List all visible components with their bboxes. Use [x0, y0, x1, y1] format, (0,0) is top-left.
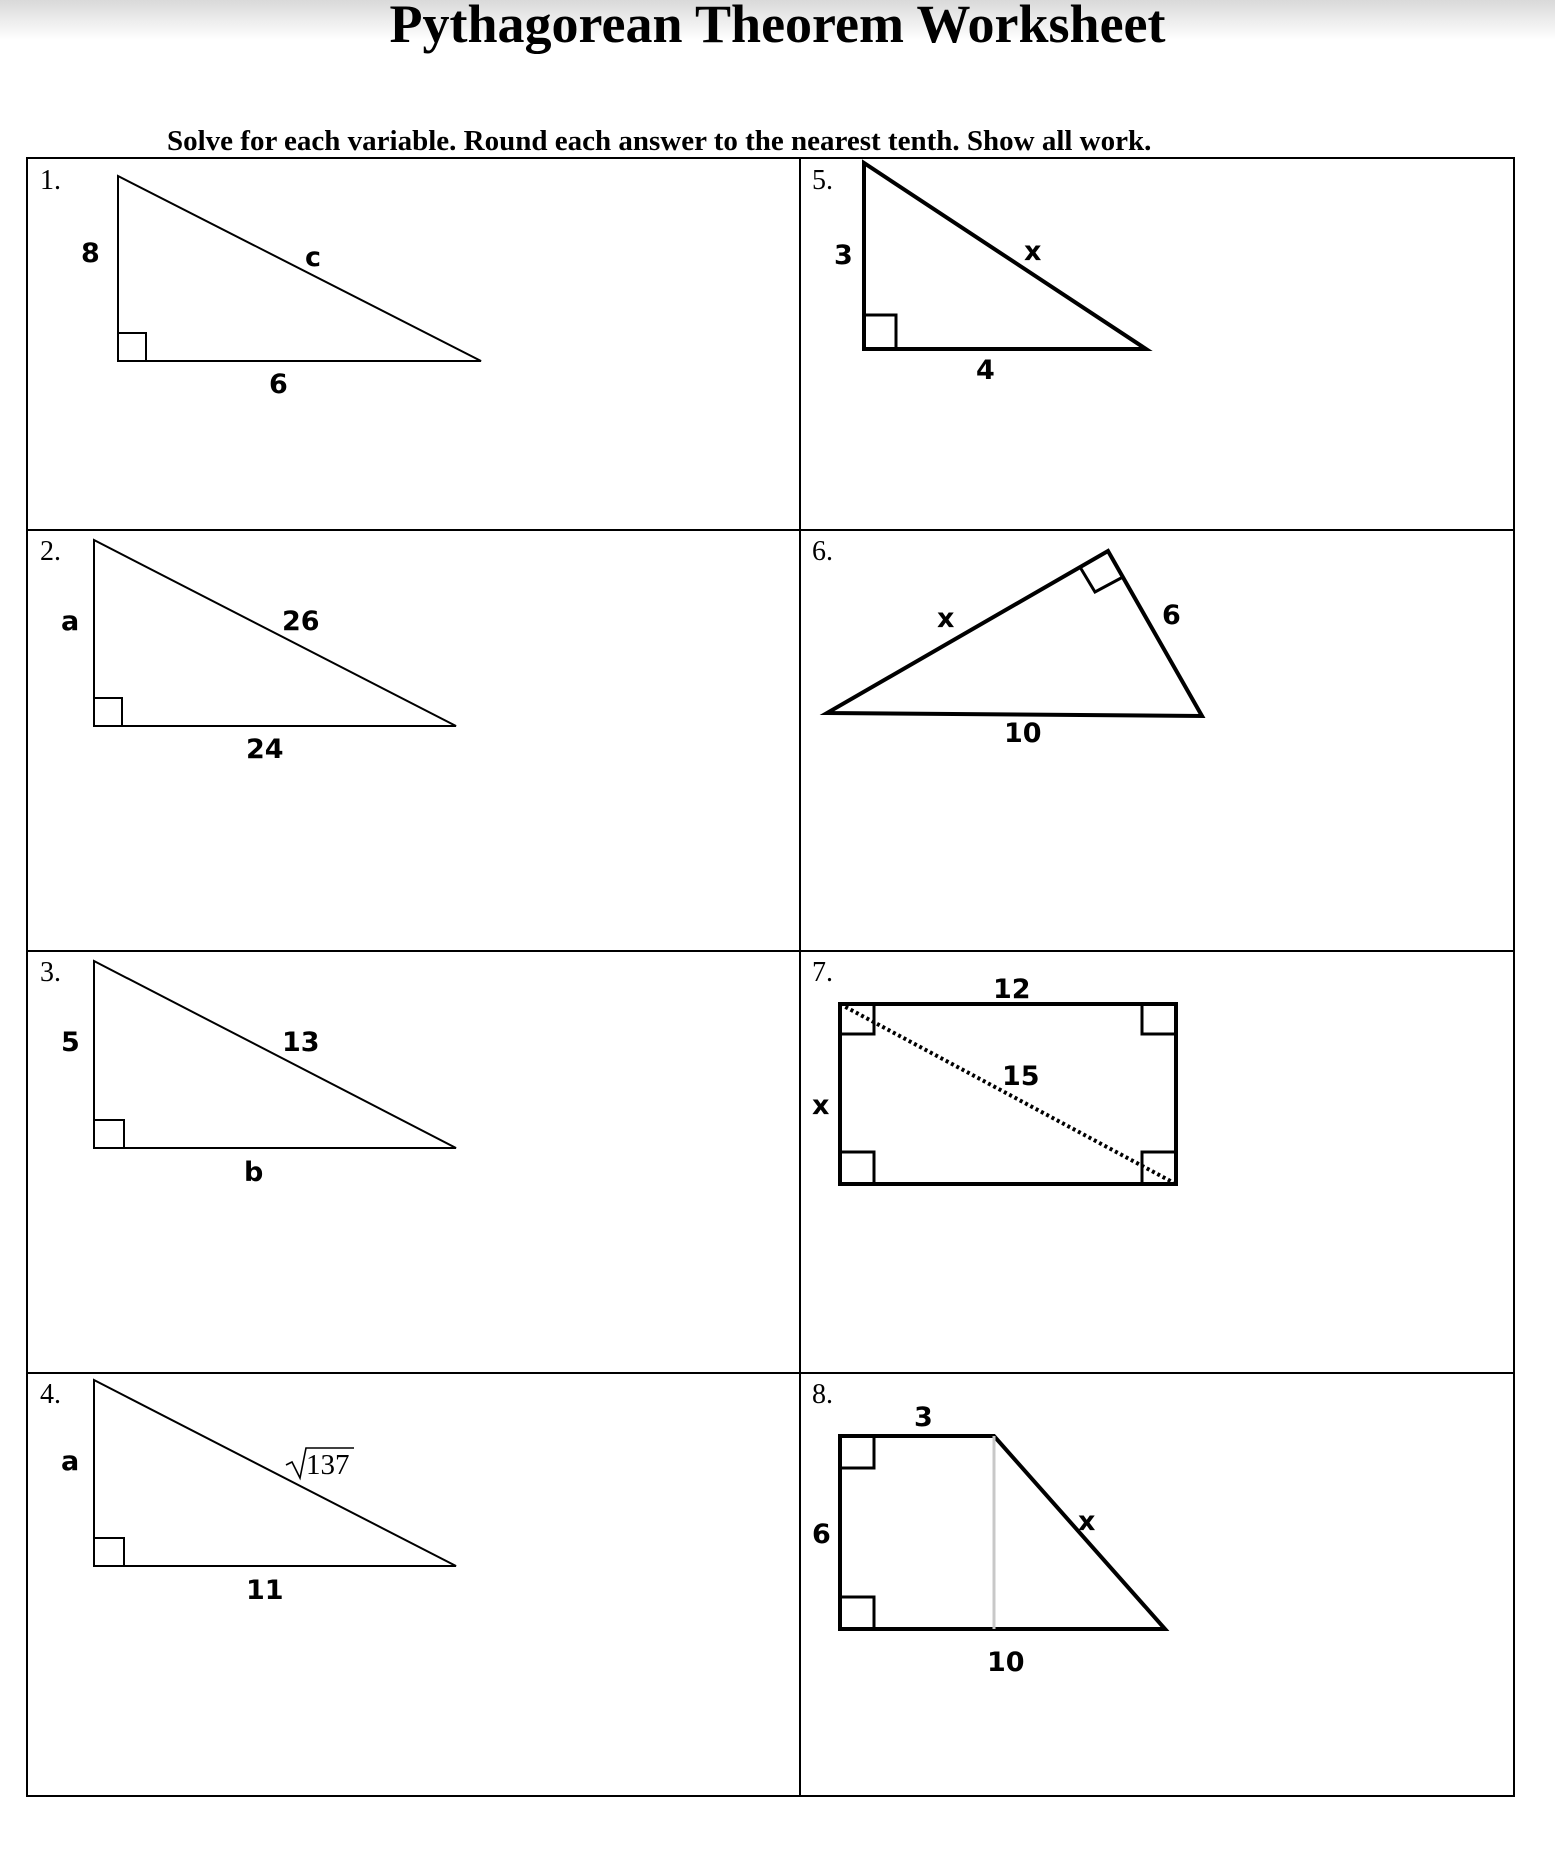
trapezoid-8	[840, 1436, 1165, 1629]
right-angle-marker-2	[94, 698, 122, 726]
dotted-diagonal-7	[840, 1004, 1176, 1184]
hypotenuse-radicand-4: 137	[306, 1449, 350, 1481]
problem-2	[40, 536, 456, 765]
problem-number-6: 6.	[812, 536, 833, 567]
hypotenuse-sqrt-label-4	[286, 1448, 354, 1481]
leg-horizontal-label-2: 24	[246, 734, 284, 765]
triangle-4	[94, 1380, 456, 1566]
leg-horizontal-label-1: 6	[269, 369, 288, 400]
table-borders	[27, 158, 1514, 1796]
problem-5	[812, 163, 1146, 386]
problem-number-8: 8.	[812, 1379, 833, 1410]
worksheet-title: Pythagorean Theorem Worksheet	[389, 0, 1166, 54]
table-outline	[27, 158, 1514, 1796]
right-angle-marker-7c	[840, 1152, 874, 1184]
right-angle-marker-1	[118, 333, 146, 361]
left-label-8: 6	[812, 1519, 831, 1550]
triangle-1	[118, 176, 481, 361]
right-angle-marker-5	[864, 315, 896, 349]
slant-label-8: x	[1078, 1506, 1096, 1537]
right-angle-marker-8b	[840, 1597, 874, 1629]
hypotenuse-label-5: x	[1024, 236, 1042, 267]
side-label-7: x	[812, 1090, 830, 1121]
problem-1	[40, 165, 481, 400]
problem-4	[40, 1379, 456, 1606]
right-angle-marker-6	[1080, 551, 1123, 592]
problem-6	[812, 536, 1202, 749]
instructions: Solve for each variable. Round each answer to the nearest tenth. Show all work.	[167, 125, 1152, 157]
problem-number-4: 4.	[40, 1379, 61, 1410]
hypotenuse-label-1: c	[305, 242, 322, 273]
leg-vertical-label-2: a	[61, 606, 80, 637]
bottom-label-8: 10	[987, 1647, 1025, 1678]
leg-horizontal-label-5: 4	[976, 355, 995, 386]
triangle-3	[94, 961, 456, 1148]
hypotenuse-label-6: 10	[1004, 718, 1042, 749]
leg-horizontal-label-3: b	[244, 1157, 264, 1188]
leg-left-label-6: x	[937, 603, 955, 634]
problem-number-7: 7.	[812, 957, 833, 988]
triangle-2	[94, 540, 456, 726]
triangle-5	[864, 163, 1146, 349]
right-angle-marker-7b	[1142, 1004, 1176, 1034]
hypotenuse-label-2: 26	[282, 606, 320, 637]
right-angle-marker-4	[94, 1538, 124, 1566]
leg-vertical-label-1: 8	[81, 238, 100, 269]
top-label-8: 3	[914, 1402, 933, 1433]
leg-horizontal-label-4: 11	[246, 1575, 284, 1606]
right-angle-marker-3	[94, 1120, 124, 1148]
hypotenuse-label-3: 13	[282, 1027, 320, 1058]
problem-number-2: 2.	[40, 536, 61, 567]
problem-8	[812, 1379, 1165, 1678]
leg-vertical-label-3: 5	[61, 1027, 80, 1058]
leg-vertical-label-5: 3	[834, 240, 853, 271]
diagonal-label-7: 15	[1002, 1061, 1040, 1092]
triangle-6	[827, 551, 1202, 716]
right-angle-marker-8a	[840, 1436, 874, 1468]
problem-number-3: 3.	[40, 957, 61, 988]
leg-vertical-label-4: a	[61, 1446, 80, 1477]
problem-number-5: 5.	[812, 165, 833, 196]
problem-3	[40, 957, 456, 1188]
problem-7	[812, 957, 1176, 1184]
leg-right-label-6: 6	[1162, 600, 1181, 631]
problem-number-1: 1.	[40, 165, 61, 196]
top-label-7: 12	[993, 974, 1031, 1005]
